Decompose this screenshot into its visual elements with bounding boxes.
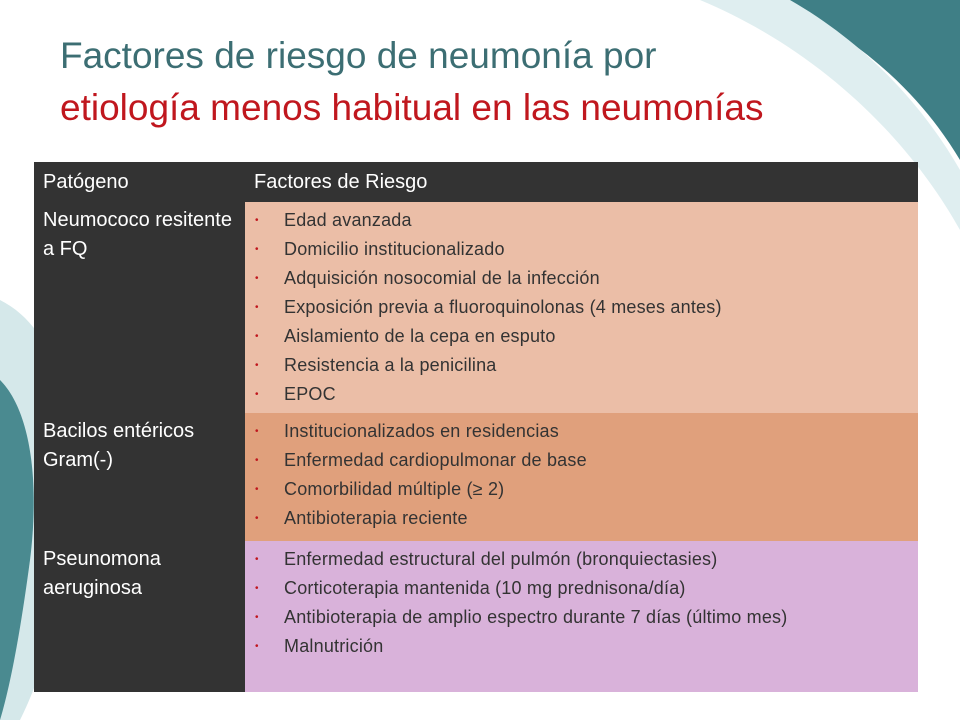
factors-cell bbox=[245, 541, 918, 692]
risk-factors-table bbox=[34, 162, 918, 692]
list-item: • Malnutrición bbox=[255, 632, 908, 661]
bullet-icon: • bbox=[255, 455, 259, 466]
list-item: • Enfermedad estructural del pulmón (bronquiectasies) bbox=[255, 545, 908, 574]
title-line-1: Factores de riesgo de neumonía por bbox=[60, 35, 657, 76]
pathogen-cell: Neumococo resitente a FQ bbox=[34, 202, 245, 413]
bullet-icon: • bbox=[255, 273, 259, 284]
bullet-icon: • bbox=[255, 554, 259, 565]
bullet-icon: • bbox=[255, 641, 259, 652]
list-item: • Resistencia a la penicilina bbox=[255, 351, 908, 380]
list-item: • Corticoterapia mantenida (10 mg prednisona/día) bbox=[255, 574, 908, 603]
list-item: • Exposición previa a fluoroquinolonas (4 meses antes) bbox=[255, 293, 908, 322]
list-item: • EPOC bbox=[255, 380, 908, 409]
table-row bbox=[34, 541, 918, 692]
list-item: • Antibioterapia reciente bbox=[255, 504, 908, 533]
factors-list bbox=[255, 206, 908, 409]
list-item: • Edad avanzada bbox=[255, 206, 908, 235]
bullet-icon: • bbox=[255, 389, 259, 400]
factors-list bbox=[255, 417, 908, 533]
bullet-icon: • bbox=[255, 612, 259, 623]
title-line-2: etiología menos habitual en las neumonías bbox=[60, 87, 764, 128]
list-item: • Enfermedad cardiopulmonar de base bbox=[255, 446, 908, 475]
bullet-icon: • bbox=[255, 583, 259, 594]
table-header-row bbox=[34, 162, 918, 202]
bullet-icon: • bbox=[255, 360, 259, 371]
list-item: • Adquisición nosocomial de la infección bbox=[255, 264, 908, 293]
header-risk-factors: Factores de Riesgo bbox=[245, 162, 918, 202]
bullet-icon: • bbox=[255, 302, 259, 313]
table-row bbox=[34, 413, 918, 541]
bullet-icon: • bbox=[255, 331, 259, 342]
list-item: • Domicilio institucionalizado bbox=[255, 235, 908, 264]
factors-cell bbox=[245, 202, 918, 413]
list-item: • Institucionalizados en residencias bbox=[255, 417, 908, 446]
bullet-icon: • bbox=[255, 215, 259, 226]
header-pathogen: Patógeno bbox=[34, 162, 245, 202]
pathogen-cell: Bacilos entéricos Gram(-) bbox=[34, 413, 245, 541]
bullet-icon: • bbox=[255, 484, 259, 495]
bullet-icon: • bbox=[255, 513, 259, 524]
pathogen-cell: Pseunomona aeruginosa bbox=[34, 541, 245, 692]
list-item: • Aislamiento de la cepa en esputo bbox=[255, 322, 908, 351]
list-item: • Antibioterapia de amplio espectro durante 7 días (último mes) bbox=[255, 603, 908, 632]
bullet-icon: • bbox=[255, 426, 259, 437]
factors-list bbox=[255, 545, 908, 661]
factors-cell bbox=[245, 413, 918, 541]
table-row bbox=[34, 202, 918, 413]
slide-title bbox=[60, 30, 920, 134]
bullet-icon: • bbox=[255, 244, 259, 255]
list-item: • Comorbilidad múltiple (≥ 2) bbox=[255, 475, 908, 504]
